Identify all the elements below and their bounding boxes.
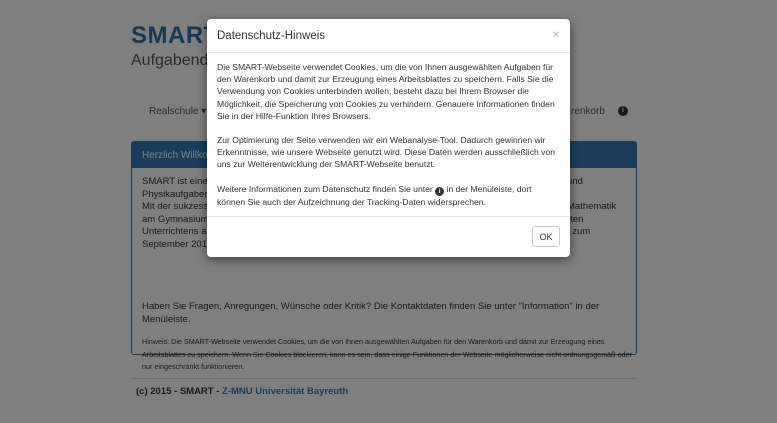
more-info-paragraph — [217, 183, 560, 208]
modal-header — [207, 19, 570, 53]
ok-button[interactable]: OK — [532, 226, 560, 247]
modal-title: Datenschutz-Hinweis — [217, 30, 326, 42]
close-icon[interactable]: × — [551, 26, 560, 42]
more-info-text-after: in der Menüleiste, dort können Sie auch der Aufzeichnung der Tracking-Daten widersprechen. — [217, 183, 532, 207]
cookie-paragraph: Die SMART-Webseite verwendet Cookies, um die von Ihnen ausgewählten Aufgaben für den Warenkorb und damit zur Erzeugung eines Arbeitsblattes zu speichern. Falls Sie die Verwendung von Cookies unterbinden wollen, besteht dazu bei Ihrem Browser die Möglichkeit, die Speicherung von Cookies zu verhindern. Genauere Informationen finden Sie in der Hilfe-Funktion Ihres Browsers. — [217, 62, 555, 121]
analytics-paragraph: Zur Optimierung der Seite verwenden wir ein Webanalyse-Tool. Dadurch gewinnen wir Erkenntnisse, wie unsere Webseite genutzt wird. Diese Daten werden ausschließlich von uns zur Weiterentwicklung der SMART-Webseite benutzt. — [217, 135, 556, 170]
info-icon: i — [435, 187, 444, 196]
modal-body — [207, 53, 570, 217]
modal-footer — [207, 217, 570, 255]
more-info-text-before: Weitere Informationen zum Datenschutz finden Sie unter — [217, 183, 436, 194]
privacy-modal — [207, 19, 570, 257]
